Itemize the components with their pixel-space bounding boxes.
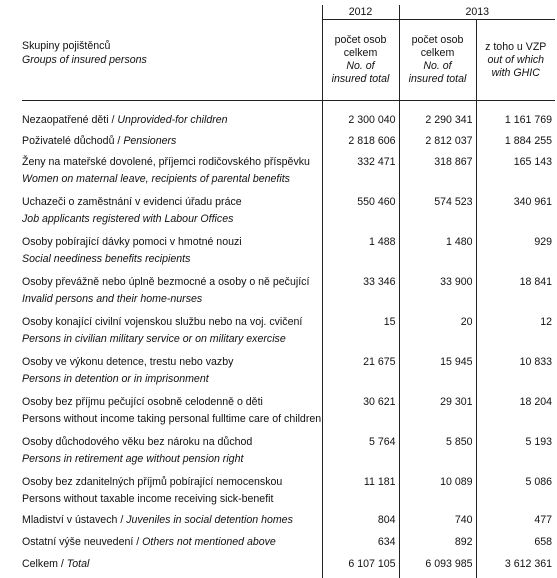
table-row — [22, 434, 555, 474]
col-2013-vzp-header — [476, 20, 555, 101]
row-label — [22, 154, 322, 194]
groups-header — [22, 5, 322, 101]
col-vzp-cz-a: z toho u VZP — [485, 40, 547, 53]
table-row — [22, 194, 555, 234]
row-label — [22, 354, 322, 394]
table-row — [22, 474, 555, 512]
row-label — [22, 274, 322, 314]
value-vzp: 18 204 — [519, 396, 553, 408]
cell-2012 — [322, 512, 399, 534]
value-2012: 332 471 — [357, 156, 396, 168]
cell-2012 — [322, 354, 399, 394]
cell-2013 — [399, 394, 476, 434]
row-label-cz: Celkem / — [22, 558, 67, 570]
value-vzp: 1 161 769 — [504, 114, 553, 126]
cell-vzp — [476, 512, 555, 534]
cell-2012 — [322, 534, 399, 556]
cell-2012 — [322, 274, 399, 314]
value-2012: 5 764 — [368, 436, 396, 448]
value-2012: 550 460 — [357, 196, 396, 208]
row-label-cz: Osoby ve výkonu detence, trestu nebo vazby — [22, 356, 234, 368]
col-vzp-en-b: with GHIC — [491, 66, 540, 79]
value-2012: 33 346 — [363, 276, 396, 288]
cell-vzp — [476, 474, 555, 512]
row-label-en: Persons in detention or in imprisonment — [22, 372, 209, 385]
cell-2013 — [399, 274, 476, 314]
year-2012: 2012 — [322, 5, 399, 20]
row-label-cz: Osoby bez zdanitelných příjmů pobírající nemocenskou — [22, 476, 283, 488]
col-2012-total-header — [322, 20, 399, 101]
cell-2012 — [322, 474, 399, 512]
row-label-cz: Osoby převážně nebo úplně bezmocné a osoby o ně pečující — [22, 276, 310, 288]
value-vzp: 5 086 — [525, 476, 553, 488]
cell-2013 — [399, 556, 476, 578]
row-label — [22, 474, 322, 512]
col-2012-cz-a: počet osob — [334, 34, 387, 46]
cell-2013 — [399, 234, 476, 274]
groups-header-en: Groups of insured persons — [22, 53, 147, 66]
cell-vzp — [476, 314, 555, 354]
cell-2013 — [399, 354, 476, 394]
value-2013: 2 290 341 — [425, 114, 473, 126]
table-row — [22, 354, 555, 394]
table-row — [22, 512, 555, 534]
value-2012: 2 300 040 — [348, 114, 396, 126]
insured-groups-table — [22, 5, 555, 578]
value-2013: 6 093 985 — [425, 558, 473, 570]
cell-2012 — [322, 434, 399, 474]
row-label — [22, 112, 322, 133]
cell-vzp — [476, 112, 555, 133]
table-row — [22, 394, 555, 434]
value-2012: 1 488 — [368, 236, 396, 248]
cell-2012 — [322, 234, 399, 274]
row-label-cz: Mladiství v ústavech / — [22, 514, 127, 526]
row-label-en: Pensioners — [123, 135, 177, 147]
row-label — [22, 234, 322, 274]
cell-2012 — [322, 133, 399, 154]
cell-vzp — [476, 133, 555, 154]
table-row — [22, 154, 555, 194]
table-row — [22, 133, 555, 154]
row-label — [22, 434, 322, 474]
cell-2013 — [399, 112, 476, 133]
value-2013: 574 523 — [434, 196, 473, 208]
gap-cell — [22, 101, 322, 113]
table-row — [22, 274, 555, 314]
value-vzp: 1 884 255 — [504, 135, 553, 147]
row-label-en: Total — [66, 558, 90, 570]
cell-vzp — [476, 194, 555, 234]
row-label-en: Persons without income taking personal fulltime care of children — [22, 412, 322, 425]
row-label-en: Job applicants registered with Labour Offices — [22, 212, 234, 225]
value-2013: 15 945 — [440, 356, 473, 368]
value-2013: 2 812 037 — [425, 135, 473, 147]
col-2012-en-b: insured total — [331, 73, 390, 85]
row-label-en: Persons without taxable income receiving sick-benefit — [22, 492, 274, 505]
value-vzp: 477 — [534, 514, 553, 526]
cell-vzp — [476, 274, 555, 314]
value-2013: 892 — [454, 536, 473, 548]
value-2012: 634 — [377, 536, 396, 548]
cell-2013 — [399, 133, 476, 154]
row-label-en: Social neediness benefits recipients — [22, 252, 191, 265]
row-label — [22, 556, 322, 578]
value-2013: 740 — [454, 514, 473, 526]
value-2013: 10 089 — [440, 476, 473, 488]
cell-vzp — [476, 354, 555, 394]
cell-vzp — [476, 556, 555, 578]
table-row — [22, 534, 555, 556]
cell-vzp — [476, 394, 555, 434]
value-2012: 15 — [383, 316, 396, 328]
col-2013-cz-a: počet osob — [411, 34, 464, 46]
col-2013-en-b: insured total — [408, 73, 467, 85]
row-label-cz: Uchazeči o zaměstnání v evidenci úřadu práce — [22, 196, 242, 208]
value-vzp: 10 833 — [519, 356, 553, 368]
row-label — [22, 194, 322, 234]
table-row — [22, 314, 555, 354]
value-vzp: 340 961 — [513, 196, 553, 208]
row-label-cz: Osoby bez příjmu pečující osobně celodenně o děti — [22, 396, 263, 408]
cell-2012 — [322, 194, 399, 234]
col-2013-cz-b: celkem — [420, 47, 455, 59]
total-row — [22, 556, 555, 578]
value-2012: 2 818 606 — [348, 135, 396, 147]
row-label — [22, 512, 322, 534]
value-vzp: 12 — [540, 316, 553, 328]
row-label — [22, 133, 322, 154]
cell-2012 — [322, 394, 399, 434]
value-vzp: 3 612 361 — [504, 558, 553, 570]
col-vzp-en-a: out of which — [487, 53, 545, 66]
value-2013: 33 900 — [440, 276, 473, 288]
gap-cell — [399, 101, 476, 113]
value-2012: 30 621 — [363, 396, 396, 408]
cell-2013 — [399, 194, 476, 234]
table-row — [22, 234, 555, 274]
col-2012-cz-b: celkem — [343, 47, 378, 59]
cell-vzp — [476, 234, 555, 274]
value-2013: 318 867 — [434, 156, 473, 168]
value-2012: 11 181 — [363, 476, 396, 488]
value-vzp: 5 193 — [525, 436, 553, 448]
row-label-en: Unprovided-for children — [117, 114, 228, 126]
cell-2013 — [399, 314, 476, 354]
cell-2013 — [399, 512, 476, 534]
row-label-en: Persons in retirement age without pension right — [22, 452, 244, 465]
row-label-cz: Nezaopatřené děti / — [22, 114, 118, 126]
row-label-en: Juveniles in social detention homes — [126, 514, 293, 526]
value-2012: 21 675 — [363, 356, 396, 368]
col-2013-total-header — [399, 20, 476, 101]
cell-2013 — [399, 534, 476, 556]
value-2012: 804 — [377, 514, 396, 526]
row-label-cz: Osoby důchodového věku bez nároku na důchod — [22, 436, 253, 448]
cell-vzp — [476, 434, 555, 474]
cell-2012 — [322, 154, 399, 194]
value-2013: 20 — [460, 316, 473, 328]
col-2013-en-a: No. of — [423, 60, 452, 72]
row-label-cz: Ženy na mateřské dovolené, příjemci rodičovského příspěvku — [22, 156, 310, 168]
row-label — [22, 314, 322, 354]
value-2013: 1 480 — [445, 236, 473, 248]
cell-2013 — [399, 474, 476, 512]
row-label-en: Others not mentioned above — [142, 536, 276, 548]
value-vzp: 18 841 — [519, 276, 553, 288]
cell-2012 — [322, 314, 399, 354]
value-2013: 5 850 — [445, 436, 473, 448]
value-vzp: 165 143 — [513, 156, 553, 168]
cell-2012 — [322, 556, 399, 578]
row-label-en: Persons in civilian military service or on military exercise — [22, 332, 286, 345]
value-vzp: 658 — [534, 536, 553, 548]
row-label — [22, 534, 322, 556]
row-label-en: Women on maternal leave, recipients of parental benefits — [22, 172, 290, 185]
gap-cell — [322, 101, 399, 113]
row-label-en: Invalid persons and their home-nurses — [22, 292, 203, 305]
row-label-cz: Ostatní výše neuvedení / — [22, 536, 143, 548]
value-2013: 29 301 — [440, 396, 473, 408]
row-label-cz: Osoby pobírající dávky pomoci v hmotné nouzi — [22, 236, 242, 248]
cell-2013 — [399, 434, 476, 474]
cell-2013 — [399, 154, 476, 194]
table-row — [22, 112, 555, 133]
cell-2012 — [322, 112, 399, 133]
cell-vzp — [476, 534, 555, 556]
groups-header-cz: Skupiny pojištěnců — [22, 39, 111, 52]
gap-cell — [476, 101, 555, 113]
col-2012-en-a: No. of — [346, 60, 375, 72]
row-label — [22, 394, 322, 434]
row-label-cz: Poživatelé důchodů / — [22, 135, 124, 147]
cell-vzp — [476, 154, 555, 194]
row-label-cz: Osoby konající civilní vojenskou službu nebo na voj. cvičení — [22, 316, 303, 328]
year-2013: 2013 — [399, 5, 555, 20]
value-2012: 6 107 105 — [348, 558, 396, 570]
value-vzp: 929 — [534, 236, 553, 248]
